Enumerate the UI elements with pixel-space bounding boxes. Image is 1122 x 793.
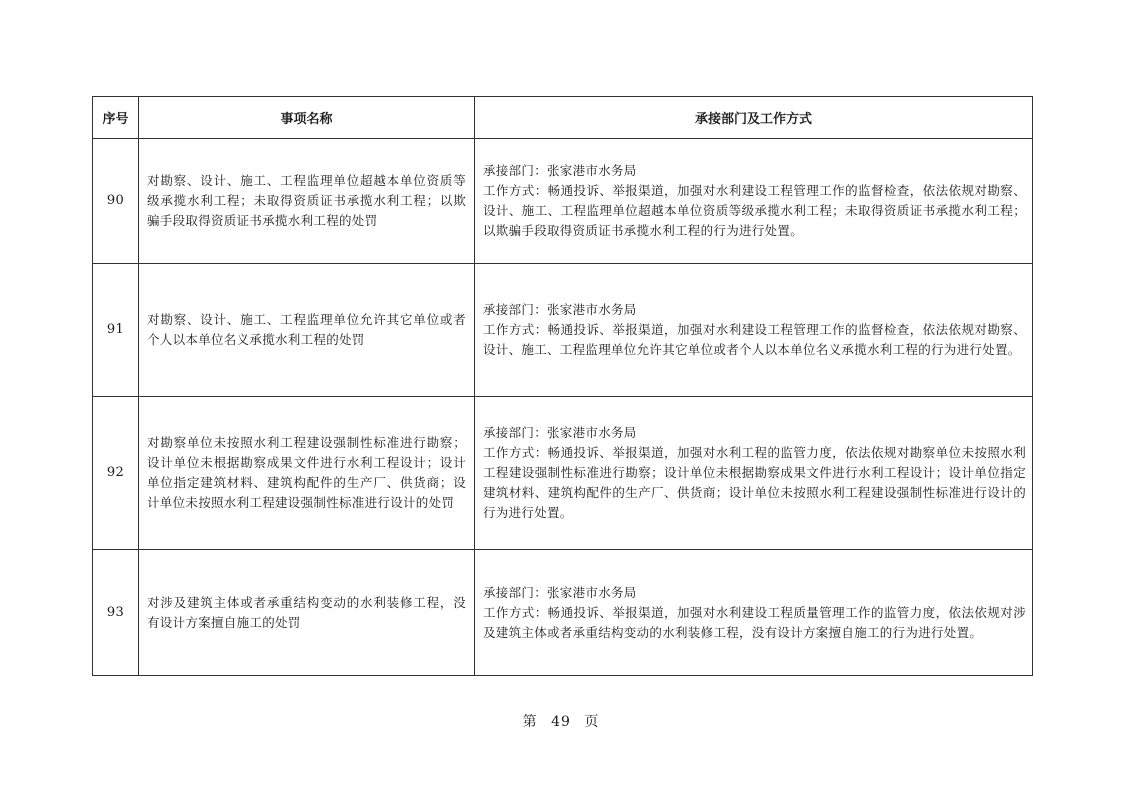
row-seq: 91 [93, 264, 139, 397]
row-work-method: 工作方式：畅通投诉、举报渠道，加强对水利工程的监管力度，依法依规对勘察单位未按照水利工程建设强制性标准进行勘察；设计单位未根据勘察成果文件进行水利工程设计；设计单位指定建筑材料、建筑构配件的生产厂、供货商；设计单位未按照水利工程建设强制性标准进行设计的行为进行处置。 [483, 445, 1026, 520]
row-dept-line: 承接部门：张家港市水务局 [483, 425, 637, 440]
header-name: 事项名称 [139, 97, 475, 139]
row-dept-line: 承接部门：张家港市水务局 [483, 302, 637, 317]
row-dept-line: 承接部门：张家港市水务局 [483, 584, 637, 600]
page-number: 49 [551, 714, 571, 730]
row-dept-cell [475, 397, 1033, 550]
row-seq: 92 [93, 397, 139, 550]
page-footer [0, 711, 1122, 731]
row-dept-line: 承接部门：张家港市水务局 [483, 163, 637, 178]
table-header-row [93, 97, 1033, 139]
row-dept-cell [475, 264, 1033, 397]
header-dept: 承接部门及工作方式 [475, 97, 1033, 139]
table-row [93, 264, 1033, 397]
table-row [93, 550, 1033, 676]
row-item-name: 对涉及建筑主体或者承重结构变动的水利装修工程，没有设计方案擅自施工的处罚 [139, 550, 475, 676]
table-row [93, 397, 1033, 550]
row-item-name: 对勘察、设计、施工、工程监理单位超越本单位资质等级承揽水利工程；未取得资质证书承揽水利工程；以欺骗手段取得资质证书承揽水利工程的处罚 [139, 139, 475, 264]
row-work-method: 工作方式：畅通投诉、举报渠道，加强对水利建设工程管理工作的监督检查，依法依规对勘察、设计、施工、工程监理单位允许其它单位或者个人以本单位名义承揽水利工程的行为进行处置。 [483, 322, 1026, 357]
header-seq: 序号 [93, 97, 139, 139]
row-item-name: 对勘察、设计、施工、工程监理单位允许其它单位或者个人以本单位名义承揽水利工程的处罚 [139, 264, 475, 397]
row-item-name: 对勘察单位未按照水利工程建设强制性标准进行勘察；设计单位未根据勘察成果文件进行水利工程设计；设计单位指定建筑材料、建筑构配件的生产厂、供货商；设计单位未按照水利工程建设强制性标准进行设计的处罚 [139, 397, 475, 550]
row-seq: 90 [93, 139, 139, 264]
row-dept-cell [475, 139, 1033, 264]
row-work-method: 工作方式：畅通投诉、举报渠道，加强对水利建设工程管理工作的监督检查，依法依规对勘察、设计、施工、工程监理单位超越本单位资质等级承揽水利工程；未取得资质证书承揽水利工程；以欺骗手段取得资质证书承揽水利工程的行为进行处置。 [483, 183, 1026, 238]
page-number-prefix: 第 [522, 714, 538, 730]
items-table [92, 96, 1033, 676]
row-seq: 93 [93, 550, 139, 676]
row-dept-cell [475, 550, 1033, 676]
page-number-suffix: 页 [584, 714, 600, 730]
table-row [93, 139, 1033, 264]
row-work-method: 工作方式：畅通投诉、举报渠道，加强对水利建设工程质量管理工作的监管力度，依法依规对涉及建筑主体或者承重结构变动的水利装修工程，没有设计方案擅自施工的行为进行处置。 [483, 604, 1026, 640]
